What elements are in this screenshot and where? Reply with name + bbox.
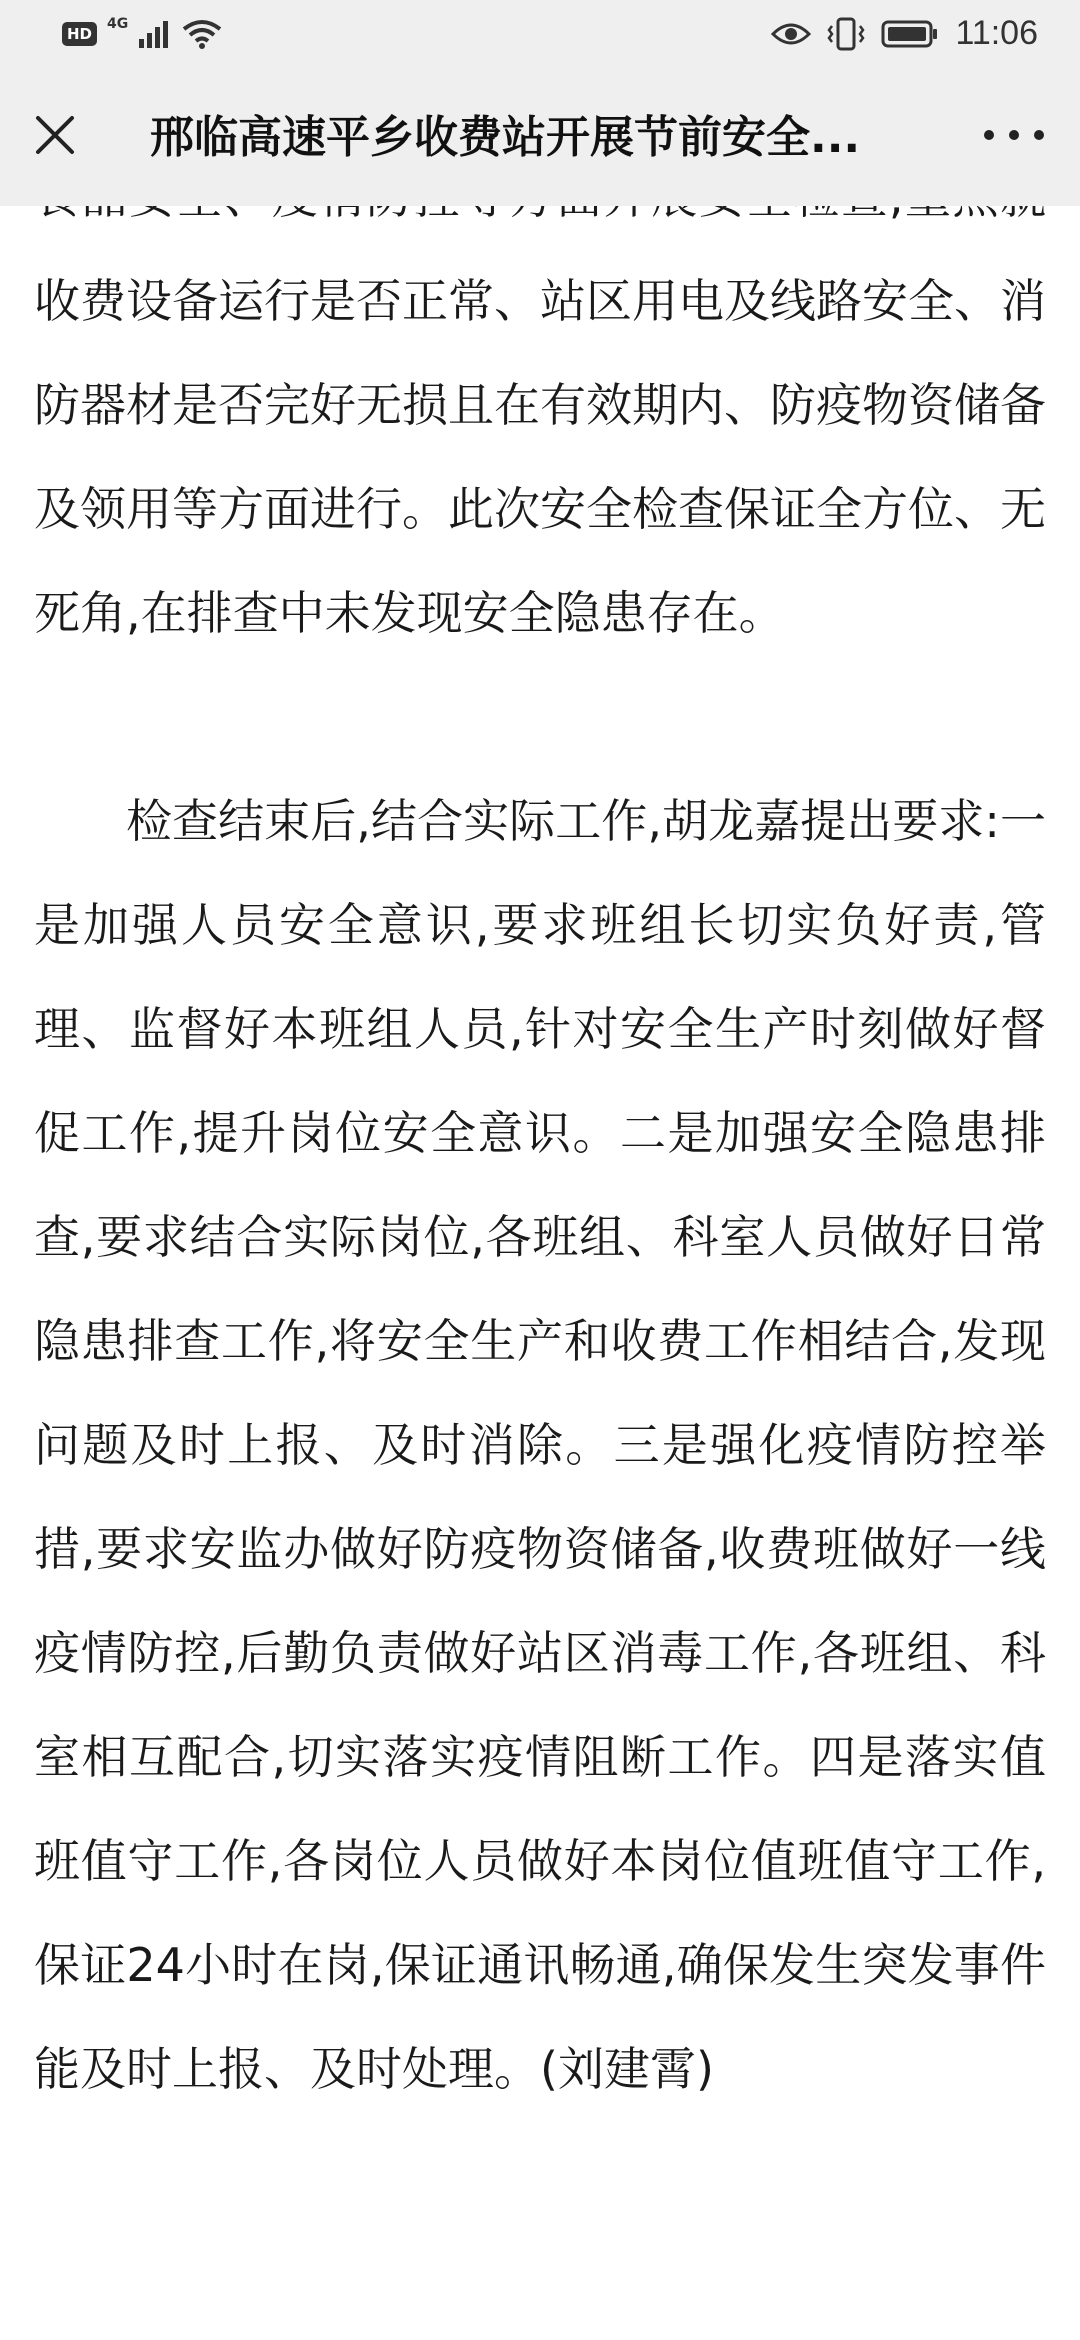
more-icon-dot: [1009, 130, 1019, 140]
clock: 11:06: [955, 14, 1038, 52]
article-body: [34, 145, 1046, 2121]
eye-icon: [771, 20, 811, 48]
article-paragraph: 收费设备运行是否正常、站区用电及线路安全、消防器材是否完好无损且在有效期内、防疫物资储备及领用等方面进行。此次安全检查保证全方位、无死角,在排查中未发现安全隐患存在。: [34, 274, 1046, 640]
more-icon-dot: [1034, 130, 1044, 140]
nav-bar: [0, 72, 1080, 206]
status-right: [771, 14, 1038, 53]
page-title: 邢临高速平乡收费站开展节前安全...: [150, 112, 861, 163]
hd-badge: HD: [62, 22, 97, 46]
wifi-icon: [182, 18, 222, 50]
article-paragraph: 检查结束后,结合实际工作,胡龙嘉提出要求:一是加强人员安全意识,要求班组长切实负好责,管理、监督好本班组人员,针对安全生产时刻做好督促工作,提升岗位安全意识。二是加强安全隐患排查,要求结合实际岗位,各班组、科室人员做好日常隐患排查工作,将安全生产和收费工作相结合,发现问题及时上报、及时消除。三是强化疫情防控举措,要求安监办做好防疫物资储备,收费班做好一线疫情防控,后勤负责做好站区消毒工作,各班组、科室相互配合,切实落实疫情阻断工作。四是落实值班值守工作,各岗位人员做好本岗位值班值守工作,保证24小时在岗,保证通讯畅通,确保发生突发事件能及时上报、及时处理。(刘建霄): [34, 794, 1046, 2096]
signal-icon: [138, 19, 172, 49]
network-type-label: 4G: [107, 16, 129, 32]
vibrate-icon: [827, 16, 865, 52]
status-left: [62, 18, 222, 50]
more-button[interactable]: [984, 120, 1044, 150]
close-button[interactable]: [28, 108, 82, 162]
status-bar: [0, 0, 1080, 72]
close-icon: [35, 115, 75, 155]
more-icon-dot: [984, 130, 994, 140]
battery-icon: [881, 19, 939, 49]
